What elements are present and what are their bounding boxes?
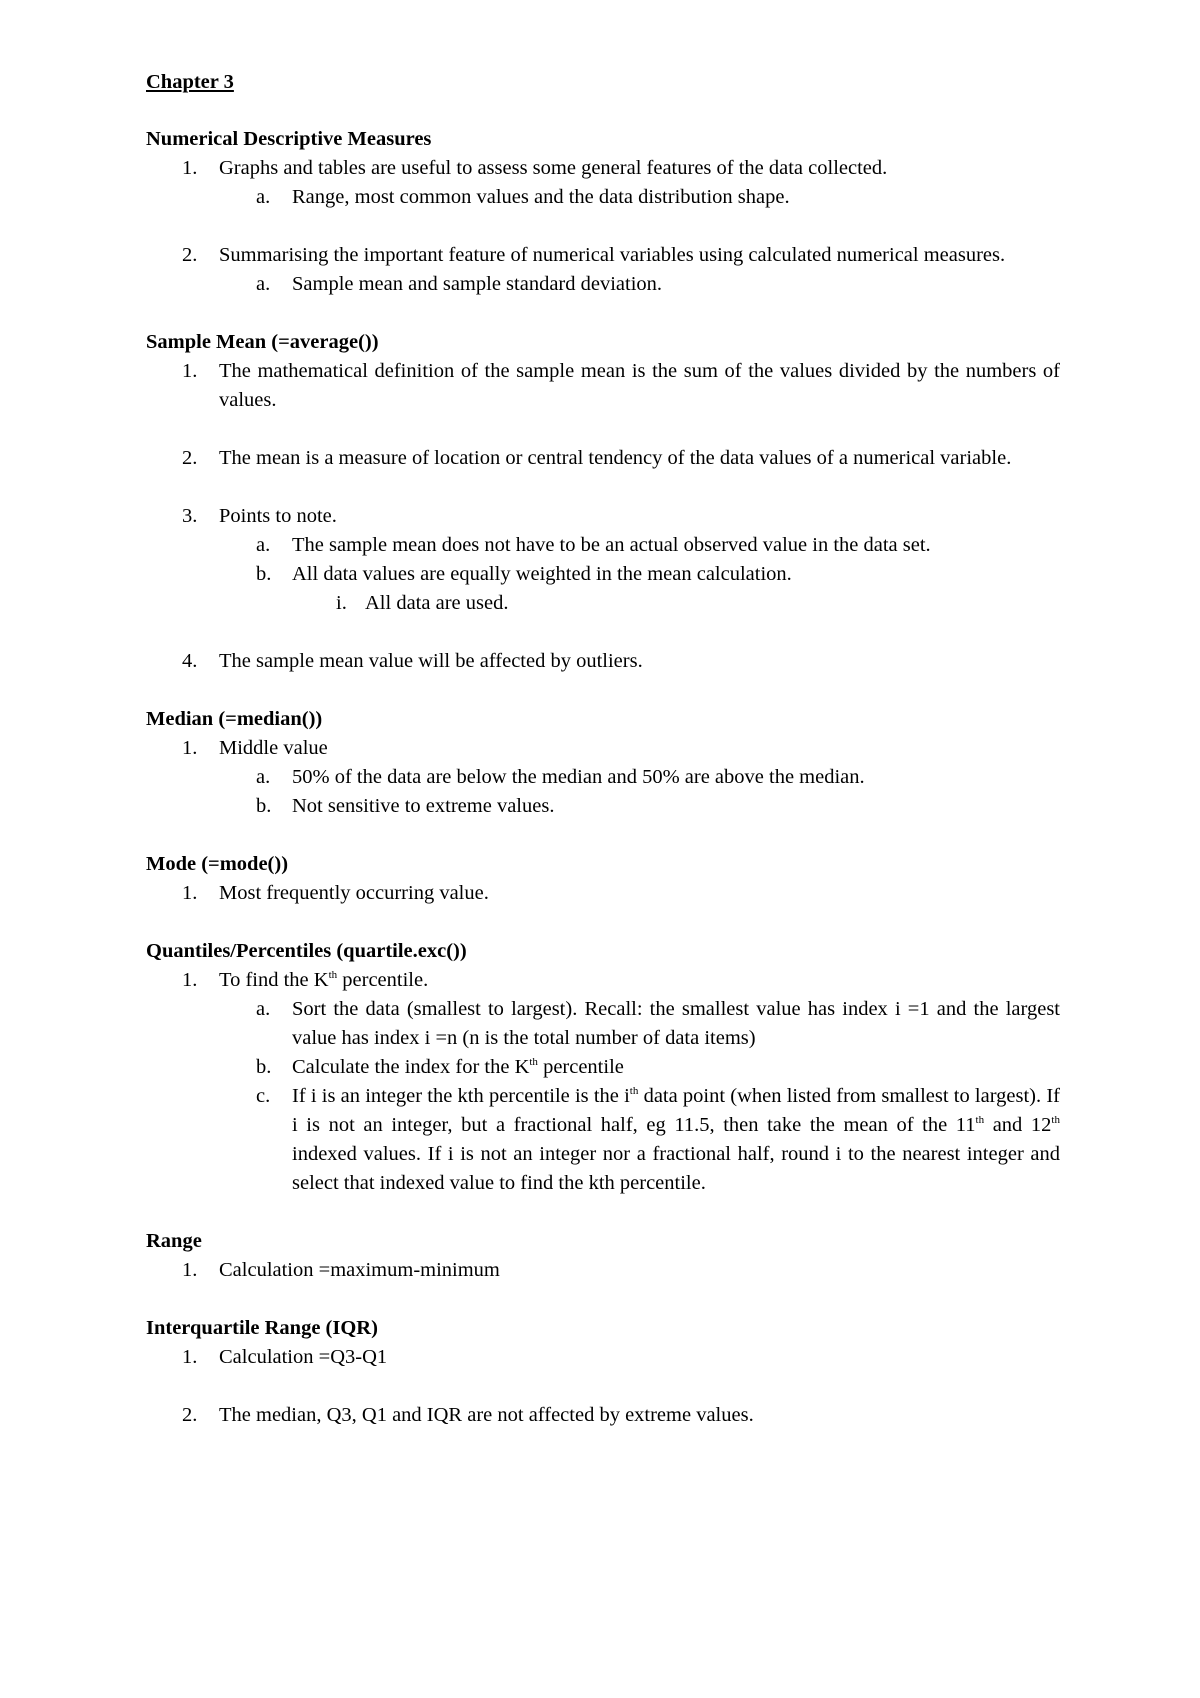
- section-mode: [146, 850, 1060, 908]
- sub-list-item-text: Not sensitive to extreme values.: [292, 795, 555, 817]
- list-item: [146, 879, 1060, 908]
- section-heading: Range: [146, 1230, 202, 1252]
- superscript: th: [629, 1085, 639, 1097]
- sub-sub-list-item: [146, 589, 1060, 618]
- list-number: 1.: [182, 157, 198, 179]
- section-median: [146, 705, 1060, 821]
- sub-list-letter: a.: [256, 534, 271, 556]
- section-heading: Median (=median()): [146, 708, 323, 730]
- list-item-text: Calculation =Q3-Q1: [219, 1346, 388, 1368]
- text-run: To find the K: [219, 969, 329, 991]
- list-item-text: Points to note.: [219, 505, 337, 527]
- text-run: Calculate the index for the K: [292, 1056, 530, 1078]
- list-item-text: The mean is a measure of location or central tendency of the data values of a numerical variable.: [219, 447, 1012, 469]
- list-number: 1.: [182, 360, 198, 382]
- section-heading: Mode (=mode()): [146, 853, 289, 875]
- list-number: 1.: [182, 969, 198, 991]
- list-item-text: Summarising the important feature of numerical variables using calculated numerical measures.: [219, 244, 1006, 266]
- list-item-text: [219, 969, 428, 991]
- sub-list-item-text: 50% of the data are below the median and 50% are above the median.: [292, 766, 865, 788]
- sub-list-item-text: Sort the data (smallest to largest). Recall: the smallest value has index i =1 and the largest value has index i =n (n is the total number of data items): [292, 998, 1060, 1049]
- list-item: [146, 1343, 1060, 1372]
- text-run: indexed values. If i is not an integer nor a fractional half, round i to the nearest integer and select that indexed value to find the kth percentile.: [292, 1143, 1060, 1194]
- sub-sub-list-item-text: All data are used.: [365, 592, 509, 614]
- list-item: [146, 154, 1060, 183]
- sub-list-letter: b.: [256, 1056, 272, 1078]
- section-interquartile-range: [146, 1314, 1060, 1430]
- sub-list-item: [146, 1053, 1060, 1082]
- sub-list-letter: a.: [256, 273, 271, 295]
- superscript: th: [975, 1114, 985, 1126]
- list-number: 1.: [182, 882, 198, 904]
- sub-list-item: [146, 531, 1060, 560]
- list-item-text: Most frequently occurring value.: [219, 882, 489, 904]
- sub-list-item-text: [292, 1056, 624, 1078]
- sub-list-item-text: Sample mean and sample standard deviation.: [292, 273, 663, 295]
- list-number: 1.: [182, 737, 198, 759]
- list-item: [146, 647, 1060, 676]
- sub-list-item: [146, 560, 1060, 589]
- list-item-text: Middle value: [219, 737, 328, 759]
- sub-list-item: [146, 183, 1060, 212]
- list-item: [146, 966, 1060, 995]
- list-item-text: The mathematical definition of the sample mean is the sum of the values divided by the numbers of values.: [219, 360, 1060, 411]
- section-heading: Numerical Descriptive Measures: [146, 128, 432, 150]
- document-page: [146, 68, 1060, 1459]
- sub-list-item-text: Range, most common values and the data distribution shape.: [292, 186, 790, 208]
- list-item: [146, 357, 1060, 415]
- sub-list-letter: c.: [256, 1085, 271, 1107]
- sub-list-letter: b.: [256, 795, 272, 817]
- text-run: and 12: [984, 1114, 1052, 1136]
- list-number: 2.: [182, 447, 198, 469]
- list-item: [146, 734, 1060, 763]
- sub-list-letter: b.: [256, 563, 272, 585]
- sub-sub-list-numeral: i.: [336, 592, 347, 614]
- list-item-text: Graphs and tables are useful to assess some general features of the data collected.: [219, 157, 888, 179]
- text-run: percentile: [537, 1056, 624, 1078]
- list-item-text: Calculation =maximum-minimum: [219, 1259, 500, 1281]
- sub-list-item: [146, 995, 1060, 1053]
- section-range: [146, 1227, 1060, 1285]
- sub-list-item-text: The sample mean does not have to be an actual observed value in the data set.: [292, 534, 931, 556]
- sub-list-letter: a.: [256, 766, 271, 788]
- sub-list-letter: a.: [256, 186, 271, 208]
- list-number: 2.: [182, 244, 198, 266]
- sub-list-item: [146, 763, 1060, 792]
- text-run: percentile.: [337, 969, 429, 991]
- superscript: th: [529, 1056, 538, 1068]
- superscript: th: [328, 969, 338, 981]
- sub-list-item: [146, 1082, 1060, 1198]
- section-heading: Sample Mean (=average()): [146, 331, 379, 353]
- list-item-text: The median, Q3, Q1 and IQR are not affected by extreme values.: [219, 1404, 754, 1426]
- list-item: [146, 241, 1060, 270]
- list-number: 4.: [182, 650, 198, 672]
- sub-list-letter: a.: [256, 998, 271, 1020]
- section-sample-mean: [146, 328, 1060, 676]
- chapter-title: Chapter 3: [146, 71, 234, 93]
- list-number: 1.: [182, 1259, 198, 1281]
- list-item: [146, 444, 1060, 473]
- list-item: [146, 502, 1060, 531]
- list-number: 3.: [182, 505, 198, 527]
- list-number: 1.: [182, 1346, 198, 1368]
- sub-list-item-text: [292, 1085, 1060, 1194]
- section-quantiles-percentiles: [146, 937, 1060, 1198]
- list-number: 2.: [182, 1404, 198, 1426]
- list-item-text: The sample mean value will be affected by outliers.: [219, 650, 643, 672]
- list-item: [146, 1256, 1060, 1285]
- text-run: If i is an integer the kth percentile is the i: [292, 1085, 630, 1107]
- sub-list-item: [146, 792, 1060, 821]
- sub-list-item-text: All data values are equally weighted in the mean calculation.: [292, 563, 792, 585]
- superscript: th: [1051, 1114, 1060, 1126]
- text-run: data point (when listed from smallest to largest). If i is not an integer, but a fractional half, eg 11.5, then take the mean of the 11: [292, 1085, 1060, 1136]
- section-heading: Quantiles/Percentiles (quartile.exc()): [146, 940, 467, 962]
- list-item: [146, 1401, 1060, 1430]
- section-heading: Interquartile Range (IQR): [146, 1317, 378, 1339]
- sub-list-item: [146, 270, 1060, 299]
- section-numerical-descriptive-measures: [146, 125, 1060, 299]
